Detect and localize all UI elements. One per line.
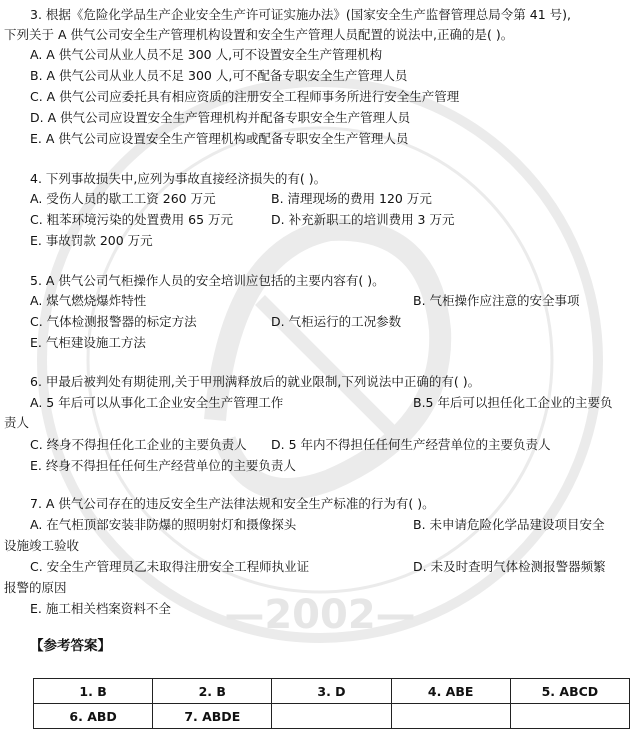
- q5-option-c: C. 气体检测报警器的标定方法: [30, 314, 197, 329]
- q5-option-b: B. 气柜操作应注意的安全事项: [413, 293, 580, 308]
- q7-option-a: A. 在气柜顶部安装非防爆的照明射灯和摄像探头: [30, 517, 297, 532]
- answer-cell: 2. B: [153, 679, 272, 704]
- q5-option-e: E. 气柜建设施工方法: [30, 335, 146, 350]
- answer-cell-empty: [272, 704, 391, 729]
- answer-cell: 3. D: [272, 679, 391, 704]
- q6-stem: 6. 甲最后被判处有期徒刑,关于甲刑满释放后的就业限制,下列说法中正确的有( )。: [30, 374, 481, 389]
- q6-option-c: C. 终身不得担任化工企业的主要负责人: [30, 437, 247, 452]
- q7-option-c: C. 安全生产管理员乙未取得注册安全工程师执业证: [30, 559, 310, 574]
- q7-option-b-line2: 设施竣工验收: [4, 538, 80, 553]
- q7-option-e: E. 施工相关档案资料不全: [30, 601, 171, 616]
- answer-cell: 1. B: [34, 679, 153, 704]
- q7-option-d-line1: D. 未及时查明气体检测报警器频繁: [413, 559, 606, 574]
- q7-stem: 7. A 供气公司存在的违反安全生产法律法规和安全生产标准的行为有( )。: [30, 496, 435, 511]
- answer-table: [33, 678, 630, 729]
- q3-option-a: A. A 供气公司从业人员不足 300 人,可不设置安全生产管理机构: [30, 47, 383, 62]
- q6-option-a: A. 5 年后可以从事化工企业安全生产管理工作: [30, 395, 284, 410]
- q3-option-e: E. A 供气公司应设置安全生产管理机构或配备专职安全生产管理人员: [30, 131, 409, 146]
- q5-option-a: A. 煤气燃烧爆炸特性: [30, 293, 147, 308]
- answer-section-title: 【参考答案】: [30, 638, 111, 654]
- q7-option-b-line1: B. 未申请危险化学品建设项目安全: [413, 517, 605, 532]
- q4-stem: 4. 下列事故损失中,应列为事故直接经济损失的有( )。: [30, 171, 327, 186]
- q3-stem-line2: 下列关于 A 供气公司安全生产管理机构设置和安全生产管理人员配置的说法中,正确的是( )。: [4, 27, 514, 42]
- answer-cell-empty: [510, 704, 629, 729]
- answer-cell: 6. ABD: [34, 704, 153, 729]
- q4-option-c: C. 粗苯环境污染的处置费用 65 万元: [30, 212, 234, 227]
- answer-cell: 5. ABCD: [510, 679, 629, 704]
- q6-option-d: D. 5 年内不得担任任何生产经营单位的主要负责人: [271, 437, 551, 452]
- q6-option-e: E. 终身不得担任任何生产经营单位的主要负责人: [30, 458, 296, 473]
- q3-option-c: C. A 供气公司应委托具有相应资质的注册安全工程师事务所进行安全生产管理: [30, 89, 460, 104]
- answer-cell: 4. ABE: [391, 679, 510, 704]
- answer-row: [34, 679, 630, 704]
- q6-option-b-line2: 责人: [4, 415, 30, 430]
- q4-option-e: E. 事故罚款 200 万元: [30, 233, 153, 248]
- q5-option-d: D. 气柜运行的工况参数: [271, 314, 402, 329]
- answer-cell-empty: [391, 704, 510, 729]
- q6-option-b-line1: B.5 年后可以担任化工企业的主要负: [413, 395, 613, 410]
- answer-row: [34, 704, 630, 729]
- watermark-year: —2002—: [224, 592, 416, 638]
- q3-stem-line1: 3. 根据《危险化学品生产企业安全生产许可证实施办法》(国家安全生产监督管理总局令第 41 号),: [30, 7, 571, 22]
- q4-option-d: D. 补充新职工的培训费用 3 万元: [271, 212, 455, 227]
- q5-stem: 5. A 供气公司气柜操作人员的安全培训应包括的主要内容有( )。: [30, 273, 385, 288]
- answer-cell: 7. ABDE: [153, 704, 272, 729]
- q3-option-d: D. A 供气公司应设置安全生产管理机构并配备专职安全生产管理人员: [30, 110, 411, 125]
- q4-option-b: B. 清理现场的费用 120 万元: [271, 191, 432, 206]
- q3-option-b: B. A 供气公司从业人员不足 300 人,可不配备专职安全生产管理人员: [30, 68, 408, 83]
- q7-option-d-line2: 报警的原因: [4, 580, 67, 595]
- q4-option-a: A. 受伤人员的歇工工资 260 万元: [30, 191, 216, 206]
